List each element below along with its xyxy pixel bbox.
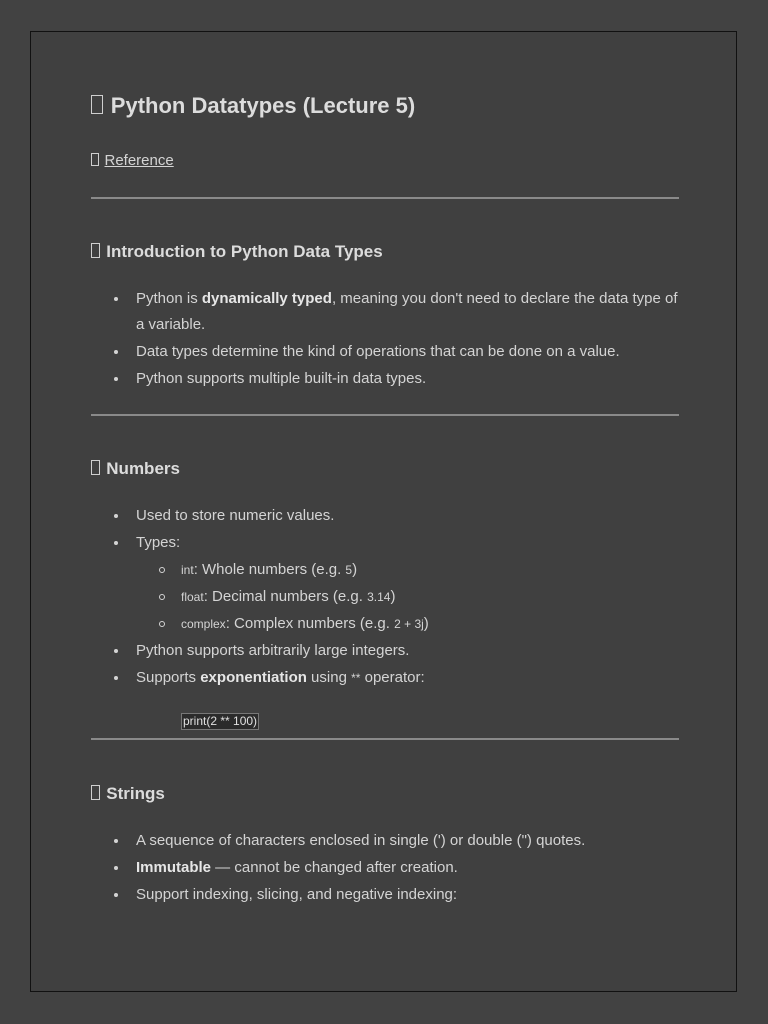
sub-list-item: complex: Complex numbers (e.g. 2 + 3j) bbox=[136, 611, 679, 637]
list-item: Used to store numeric values. bbox=[91, 503, 679, 529]
document-page bbox=[30, 31, 737, 992]
list-item: Support indexing, slicing, and negative indexing: bbox=[91, 882, 679, 908]
sub-list-item: int: Whole numbers (e.g. 5) bbox=[136, 557, 679, 583]
list-item: Python supports arbitrarily large integers. bbox=[91, 638, 679, 664]
section-emoji-icon bbox=[91, 785, 100, 799]
list-item: Data types determine the kind of operations that can be done on a value. bbox=[91, 339, 679, 365]
list-item: Supports exponentiation using ** operator: bbox=[91, 665, 679, 691]
section-emoji-icon bbox=[91, 460, 100, 474]
page-title-text: Python Datatypes (Lecture 5) bbox=[110, 93, 416, 118]
section-heading-intro: Introduction to Python Data Types bbox=[91, 242, 383, 262]
numbers-list bbox=[91, 503, 679, 692]
section-emoji-icon bbox=[91, 243, 100, 257]
strings-list bbox=[91, 828, 679, 909]
divider bbox=[91, 738, 679, 740]
list-item: Python is dynamically typed, meaning you don't need to declare the data type of a variable. bbox=[91, 286, 679, 338]
reference-link[interactable]: Reference bbox=[104, 152, 174, 169]
list-item: A sequence of characters enclosed in single (') or double (") quotes. bbox=[91, 828, 679, 854]
section-heading-numbers: Numbers bbox=[91, 459, 180, 479]
section-heading-strings: Strings bbox=[91, 784, 165, 804]
page-title bbox=[91, 93, 415, 119]
emoji-placeholder-icon bbox=[91, 95, 103, 114]
link-emoji-icon bbox=[91, 153, 99, 166]
reference-line bbox=[91, 152, 174, 169]
code-example: print(2 ** 100) bbox=[183, 714, 258, 728]
list-item: Types: int: Whole numbers (e.g. 5) float: Decimal numbers (e.g. 3.14) complex: Complex numbers (e.g. 2 + 3j) bbox=[91, 530, 679, 637]
divider bbox=[91, 414, 679, 416]
intro-list bbox=[91, 286, 679, 393]
types-sublist bbox=[136, 557, 679, 637]
divider bbox=[91, 197, 679, 199]
sub-list-item: float: Decimal numbers (e.g. 3.14) bbox=[136, 584, 679, 610]
list-item: Python supports multiple built-in data types. bbox=[91, 366, 679, 392]
list-item: Immutable — cannot be changed after creation. bbox=[91, 855, 679, 881]
